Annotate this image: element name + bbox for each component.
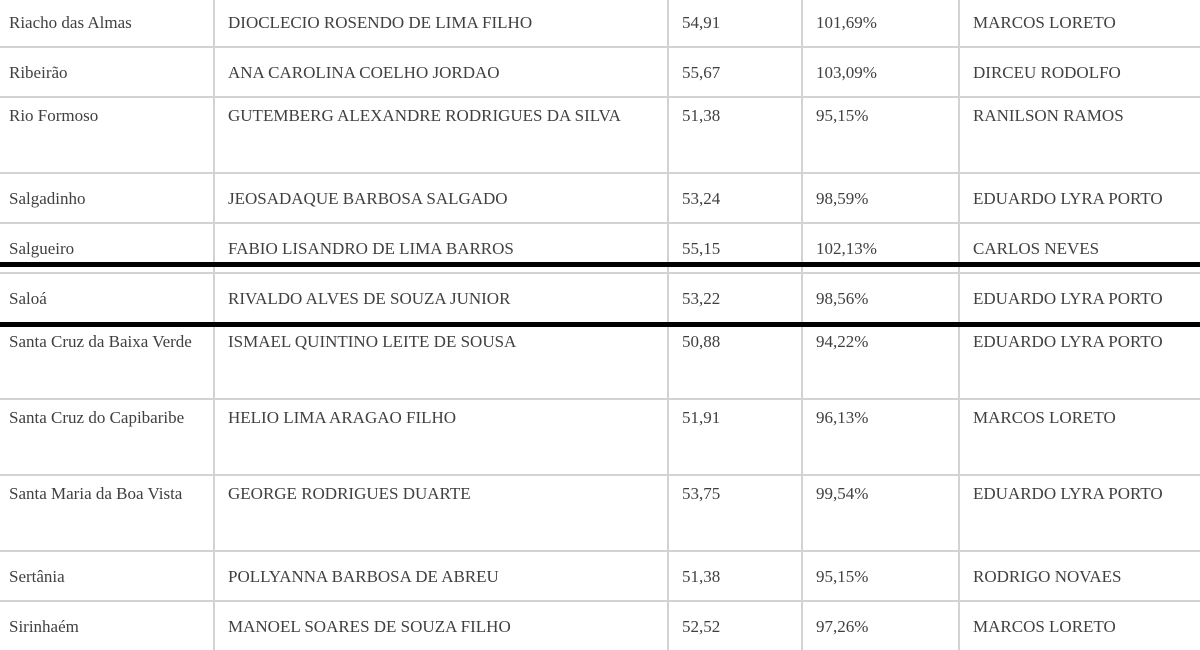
cell-valor: 52,52 xyxy=(668,601,802,650)
table-row xyxy=(0,173,1200,223)
cell-valor: 51,38 xyxy=(668,551,802,601)
cell-valor: 50,88 xyxy=(668,323,802,399)
cell-percentual: 102,13% xyxy=(802,223,959,273)
cell-municipio: Salgadinho xyxy=(0,173,214,223)
cell-nome: ANA CAROLINA COELHO JORDAO xyxy=(214,47,668,97)
table-row xyxy=(0,601,1200,650)
cell-responsavel: DIRCEU RODOLFO xyxy=(959,47,1200,97)
cell-responsavel: EDUARDO LYRA PORTO xyxy=(959,273,1200,323)
table-row xyxy=(0,47,1200,97)
cell-municipio: Salgueiro xyxy=(0,223,214,273)
table-row xyxy=(0,551,1200,601)
cell-valor: 51,38 xyxy=(668,97,802,173)
cell-percentual: 96,13% xyxy=(802,399,959,475)
cell-municipio: Ribeirão xyxy=(0,47,214,97)
cell-valor: 55,15 xyxy=(668,223,802,273)
cell-municipio: Sirinhaém xyxy=(0,601,214,650)
cell-municipio: Sertânia xyxy=(0,551,214,601)
cell-municipio: Riacho das Almas xyxy=(0,0,214,47)
cell-responsavel: MARCOS LORETO xyxy=(959,601,1200,650)
cell-nome: HELIO LIMA ARAGAO FILHO xyxy=(214,399,668,475)
cell-responsavel: EDUARDO LYRA PORTO xyxy=(959,323,1200,399)
cell-valor: 53,22 xyxy=(668,273,802,323)
highlight-line-top xyxy=(0,262,1200,267)
table-row-highlighted xyxy=(0,273,1200,323)
cell-valor: 55,67 xyxy=(668,47,802,97)
table-row xyxy=(0,323,1200,399)
cell-percentual: 99,54% xyxy=(802,475,959,551)
cell-percentual: 94,22% xyxy=(802,323,959,399)
cell-percentual: 98,56% xyxy=(802,273,959,323)
cell-percentual: 95,15% xyxy=(802,551,959,601)
cell-responsavel: EDUARDO LYRA PORTO xyxy=(959,173,1200,223)
cell-responsavel: CARLOS NEVES xyxy=(959,223,1200,273)
table-row xyxy=(0,0,1200,47)
cell-municipio: Rio Formoso xyxy=(0,97,214,173)
cell-nome: GUTEMBERG ALEXANDRE RODRIGUES DA SILVA xyxy=(214,97,668,173)
cell-percentual: 97,26% xyxy=(802,601,959,650)
cell-municipio: Santa Cruz do Capibaribe xyxy=(0,399,214,475)
cell-responsavel: RANILSON RAMOS xyxy=(959,97,1200,173)
cell-nome: FABIO LISANDRO DE LIMA BARROS xyxy=(214,223,668,273)
cell-nome: GEORGE RODRIGUES DUARTE xyxy=(214,475,668,551)
cell-municipio: Santa Maria da Boa Vista xyxy=(0,475,214,551)
cell-responsavel: RODRIGO NOVAES xyxy=(959,551,1200,601)
cell-percentual: 101,69% xyxy=(802,0,959,47)
cell-nome: RIVALDO ALVES DE SOUZA JUNIOR xyxy=(214,273,668,323)
cell-valor: 53,24 xyxy=(668,173,802,223)
table-row xyxy=(0,399,1200,475)
cell-percentual: 98,59% xyxy=(802,173,959,223)
cell-municipio: Saloá xyxy=(0,273,214,323)
cell-responsavel: MARCOS LORETO xyxy=(959,0,1200,47)
cell-valor: 54,91 xyxy=(668,0,802,47)
cell-responsavel: EDUARDO LYRA PORTO xyxy=(959,475,1200,551)
cell-percentual: 103,09% xyxy=(802,47,959,97)
cell-nome: MANOEL SOARES DE SOUZA FILHO xyxy=(214,601,668,650)
highlight-line-bottom xyxy=(0,322,1200,327)
cell-valor: 53,75 xyxy=(668,475,802,551)
cell-valor: 51,91 xyxy=(668,399,802,475)
cell-responsavel: MARCOS LORETO xyxy=(959,399,1200,475)
cell-municipio: Santa Cruz da Baixa Verde xyxy=(0,323,214,399)
cell-nome: ISMAEL QUINTINO LEITE DE SOUSA xyxy=(214,323,668,399)
table-row xyxy=(0,475,1200,551)
cell-nome: JEOSADAQUE BARBOSA SALGADO xyxy=(214,173,668,223)
table-row xyxy=(0,97,1200,173)
cell-percentual: 95,15% xyxy=(802,97,959,173)
cell-nome: POLLYANNA BARBOSA DE ABREU xyxy=(214,551,668,601)
cell-nome: DIOCLECIO ROSENDO DE LIMA FILHO xyxy=(214,0,668,47)
